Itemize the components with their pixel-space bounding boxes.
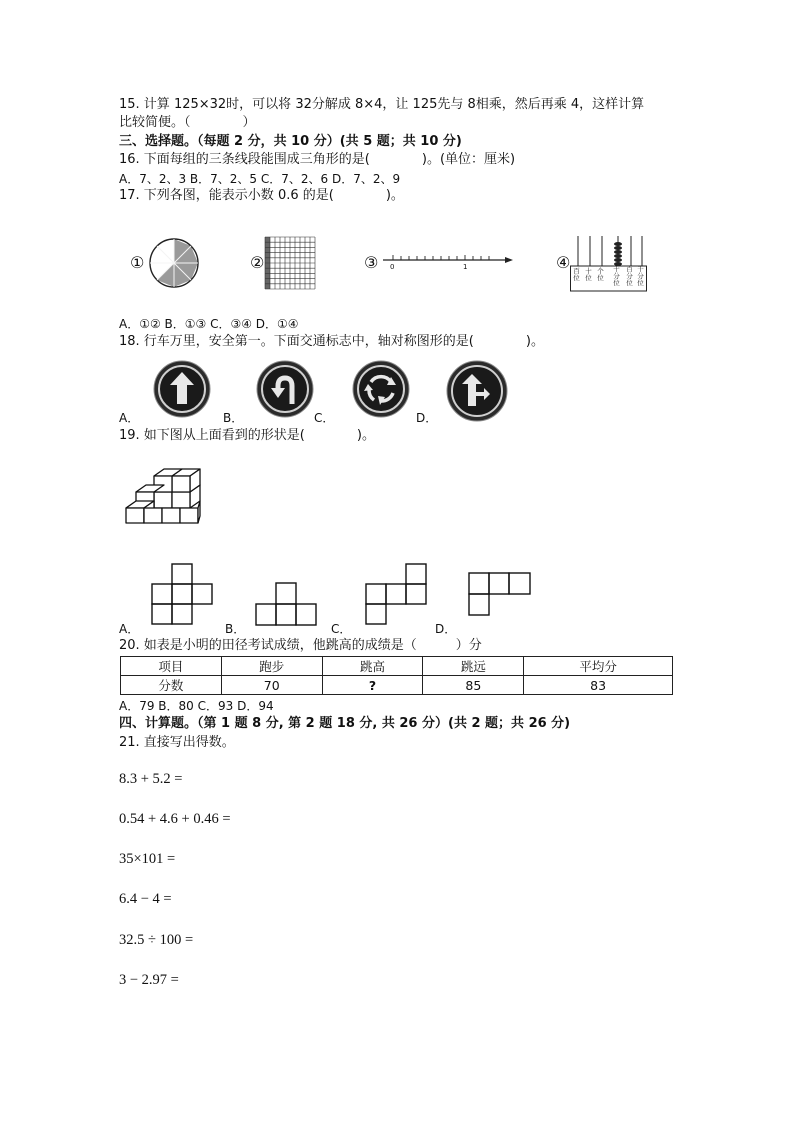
abacus-label-thousandths: 千分位: [637, 265, 644, 287]
q21-item-3: 35×101 =: [119, 851, 176, 867]
table-row: [121, 676, 673, 695]
q18-option-b-label: B．: [223, 411, 244, 425]
table-cell: 分数: [121, 676, 222, 695]
traffic-sign-b-uturn-icon: [256, 360, 314, 418]
q15-line2: 比较简便。（ ）: [119, 115, 256, 130]
number-line-tick-1: 1: [463, 263, 468, 271]
circle-divided-figure: [149, 238, 199, 288]
q19-stem: 19. 如下图从上面看到的形状是( )。: [119, 428, 375, 443]
q19-option-a-shape: [152, 564, 214, 626]
q21-item-4: 6.4 − 4 =: [119, 891, 172, 907]
q17-options: A．①② B．①③ C．③④ D．①④: [119, 317, 299, 331]
fig-marker-1: ①: [130, 253, 145, 272]
fig-marker-4: ④: [556, 253, 571, 272]
traffic-sign-d-turn-arrow-icon: [446, 360, 508, 422]
abacus-label-ones: 个位: [597, 267, 604, 282]
q21-item-2: 0.54 + 4.6 + 0.46 =: [119, 811, 231, 827]
abacus-label-tens: 十位: [585, 267, 592, 282]
q18-stem: 18. 行车万里，安全第一。下面交通标志中，轴对称图形的是( )。: [119, 334, 544, 349]
q19-option-c-shape: [366, 564, 428, 626]
traffic-sign-a-straight-arrow-icon: [153, 360, 211, 418]
q21-item-1: 8.3 + 5.2 =: [119, 771, 183, 787]
section3-title: 三、选择题。（每题 2 分，共 10 分）(共 5 题；共 10 分): [119, 134, 462, 149]
fig-marker-3: ③: [364, 253, 379, 272]
q19-option-b-label: B．: [225, 622, 246, 636]
q21-item-5: 32.5 ÷ 100 =: [119, 932, 194, 948]
number-line-figure: [383, 252, 513, 274]
cube-stack-figure: [126, 466, 202, 524]
table-cell: 70: [221, 676, 322, 695]
table-header-cell: 跳远: [423, 657, 524, 676]
q18-option-c-label: C．: [314, 411, 335, 425]
q19-option-c-label: C．: [331, 622, 352, 636]
q19-option-d-shape: [468, 572, 532, 616]
abacus-label-tenths: 十分位: [613, 265, 620, 287]
table-cell: ?: [322, 676, 423, 695]
table-header-cell: 跑步: [221, 657, 322, 676]
q21-item-6: 3 − 2.97 =: [119, 972, 179, 988]
q15-line1: 15. 计算 125×32时，可以将 32分解成 8×4，让 125先与 8相乘，然后再乘 4，这样计算: [119, 97, 645, 112]
table-header-cell: 项目: [121, 657, 222, 676]
table-header-row: [121, 657, 673, 676]
q18-option-d-label: D．: [416, 411, 438, 425]
score-table: [120, 656, 673, 695]
traffic-sign-c-roundabout-icon: [352, 360, 410, 418]
table-header-cell: 跳高: [322, 657, 423, 676]
q16-options: A．7、2、3 B．7、2、5 C．7、2、6 D．7、2、9: [119, 172, 401, 186]
table-cell: 83: [524, 676, 673, 695]
q19-option-d-label: D．: [435, 622, 457, 636]
q20-options: A．79 B．80 C．93 D．94: [119, 699, 274, 713]
q17-stem: 17. 下列各图，能表示小数 0.6 的是( )。: [119, 188, 404, 203]
q19-option-b-shape: [256, 582, 318, 626]
abacus-label-hundredths: 百分位: [626, 265, 633, 287]
fig-marker-2: ②: [250, 253, 265, 272]
q18-option-a-label: A．: [119, 411, 140, 425]
abacus-label-hundreds: 百位: [573, 267, 580, 282]
table-cell: 85: [423, 676, 524, 695]
section4-title: 四、计算题。（第 1 题 8 分, 第 2 题 18 分, 共 26 分）(共 2 题；共 26 分): [119, 716, 571, 731]
q19-option-a-label: A．: [119, 622, 140, 636]
q20-stem: 20. 如表是小明的田径考试成绩，他跳高的成绩是（ ）分: [119, 638, 482, 653]
number-line-tick-0: 0: [390, 263, 395, 271]
q16-stem: 16. 下面每组的三条线段能围成三角形的是( )。(单位：厘米): [119, 152, 516, 167]
q21-stem: 21. 直接写出得数。: [119, 735, 235, 750]
table-header-cell: 平均分: [524, 657, 673, 676]
hundred-grid-figure: [265, 237, 316, 289]
